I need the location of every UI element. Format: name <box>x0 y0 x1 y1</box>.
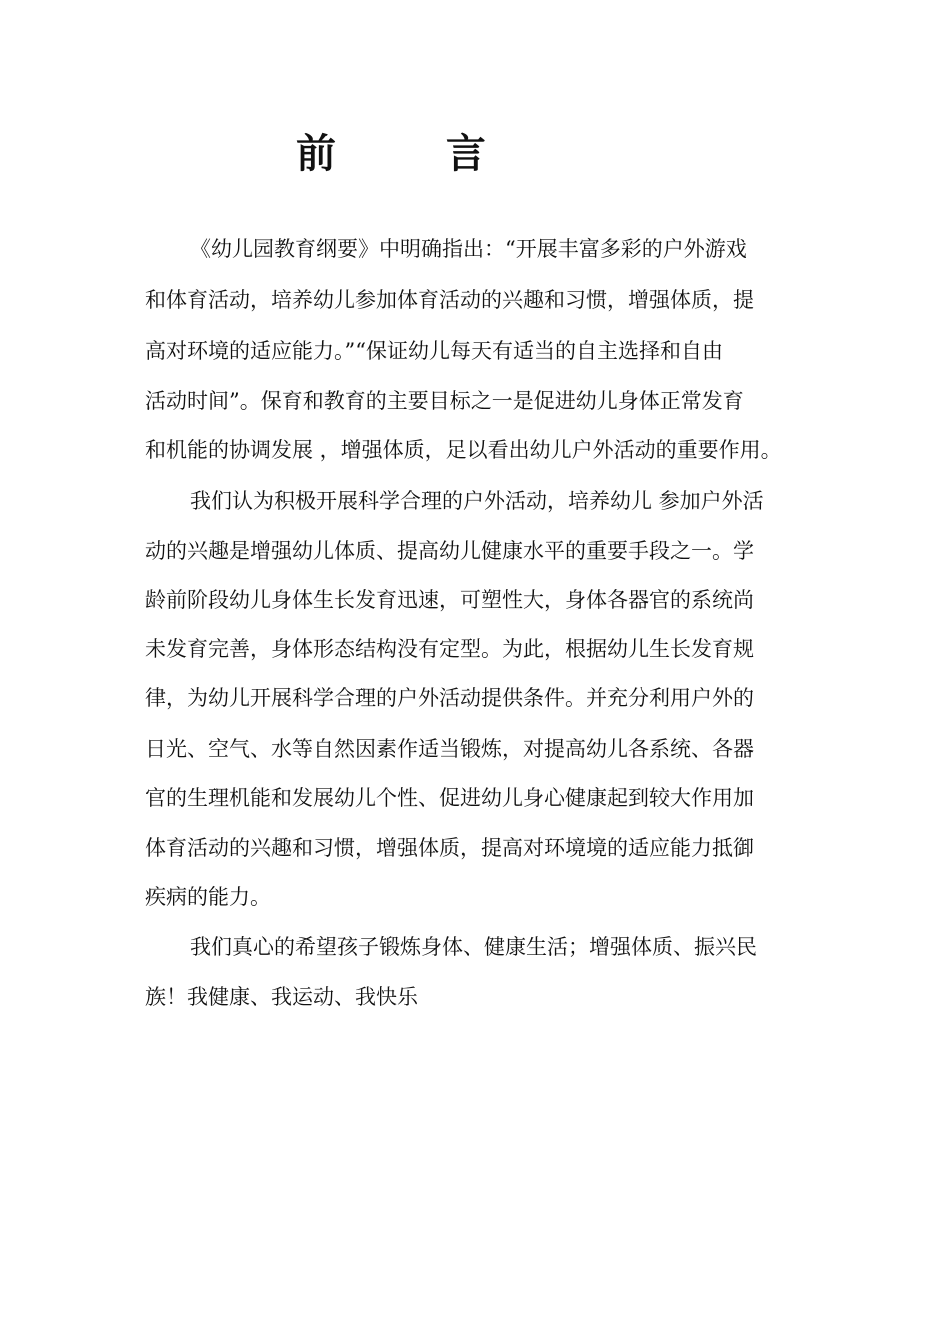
paragraph-2-line-6: 日光、空气、水等自然因素作适当锻炼，对提高幼儿各系统、各器 <box>145 737 754 761</box>
paragraph-1-line-3: 高对环境的适应能力。”“保证幼儿每天有适当的自主选择和自由 <box>145 339 723 363</box>
paragraph-2-line-9: 疾病的能力。 <box>145 885 271 909</box>
paragraph-2-line-1: 我们认为积极开展科学合理的户外活动，培养幼儿 参加户外活 <box>190 489 764 513</box>
paragraph-2-line-7: 官的生理机能和发展幼儿个性、促进幼儿身心健康起到较大作用加 <box>145 786 754 810</box>
paragraph-2-line-8: 体育活动的兴趣和习惯，增强体质，提高对环境境的适应能力抵御 <box>145 836 754 860</box>
paragraph-2-line-5: 律，为幼儿开展科学合理的户外活动提供条件。并充分利用户外的 <box>145 686 754 710</box>
paragraph-1-line-2: 和体育活动，培养幼儿参加体育活动的兴趣和习惯，增强体质，提 <box>145 288 754 312</box>
paragraph-1-line-1: 《幼儿园教育纲要》中明确指出：“开展丰富多彩的户外游戏 <box>190 237 747 261</box>
paragraph-1-line-5: 和机能的协调发展 ，增强体质，足以看出幼儿户外活动的重要作用。 <box>145 438 782 462</box>
paragraph-2-line-2: 动的兴趣是增强幼儿体质、提高幼儿健康水平的重要手段之一。学 <box>145 539 754 563</box>
paragraph-3-line-1: 我们真心的希望孩子锻炼身体、健康生活；增强体质、振兴民 <box>190 935 757 959</box>
paragraph-2-line-4: 未发育完善，身体形态结构没有定型。为此，根据幼儿生长发育规 <box>145 637 754 661</box>
paragraph-3-line-2: 族！我健康、我运动、我快乐 <box>145 985 418 1009</box>
paragraph-1-line-4: 活动时间”。保育和教育的主要目标之一是促进幼儿身体正常发育 <box>145 389 744 413</box>
paragraph-2-line-3: 龄前阶段幼儿身体生长发育迅速，可塑性大，身体各器官的系统尚 <box>145 588 754 612</box>
page-title: 前 言 <box>296 130 534 177</box>
